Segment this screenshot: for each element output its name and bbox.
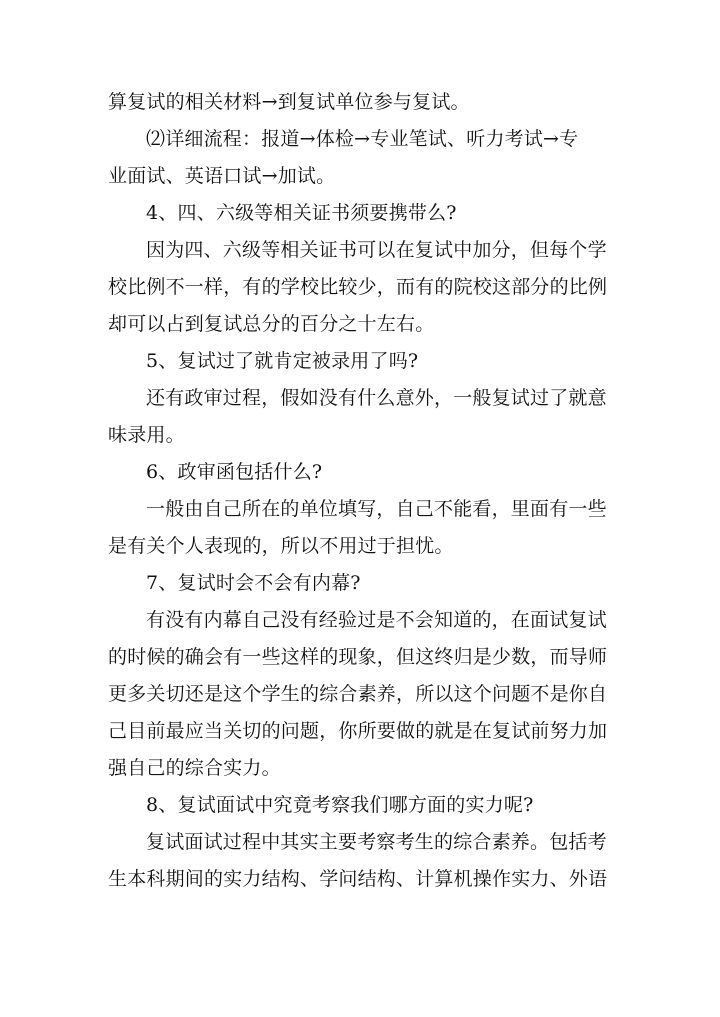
question-heading: 6、政审函包括什么? [146,461,323,483]
question-heading: 7、复试时会不会有内幕? [146,572,361,594]
question-heading: 8、复试面试中究竟考察我们哪方面的实力呢? [146,794,534,816]
text-line: 是有关个人表现的，所以不用过于担忧。 [108,535,454,557]
text-line: 味录用。 [108,424,185,446]
text-line: 算复试的相关材料→到复试单位参与复试。 [108,91,470,113]
text-line: 生本科期间的实力结构、学问结构、计算机操作实力、外语 [108,868,608,890]
text-line: 强自己的综合实力。 [108,757,281,779]
text-line: 校比例不一样，有的学校比较少，而有的院校这部分的比例 [108,276,608,298]
question-heading: 5、复试过了就肯定被录用了吗? [146,350,419,372]
document-text [108,84,608,898]
text-line: 复试面试过程中其实主要考察考生的综合素养。包括考 [146,831,607,853]
text-line: 业面试、英语口试→加试。 [108,165,336,187]
question-heading: 4、四、六级等相关证书须要携带么? [146,202,457,224]
text-line: 己目前最应当关切的问题，你所要做的就是在复试前努力加 [108,720,608,742]
text-line: ⑵详细流程：报道→体检→专业笔试、听力考试→专 [146,128,579,150]
text-line: 的时候的确会有一些这样的现象，但这终归是少数，而导师 [108,646,608,668]
text-line: 更多关切还是这个学生的综合素养，所以这个问题不是你自 [108,683,608,705]
text-line: 还有政审过程，假如没有什么意外，一般复试过了就意 [146,387,607,409]
text-line: 因为四、六级等相关证书可以在复试中加分，但每个学 [146,239,607,261]
text-line: 有没有内幕自己没有经验过是不会知道的，在面试复试 [146,609,607,631]
text-line: 却可以占到复试总分的百分之十左右。 [108,313,435,335]
text-line: 一般由自己所在的单位填写，自己不能看，里面有一些 [146,498,607,520]
